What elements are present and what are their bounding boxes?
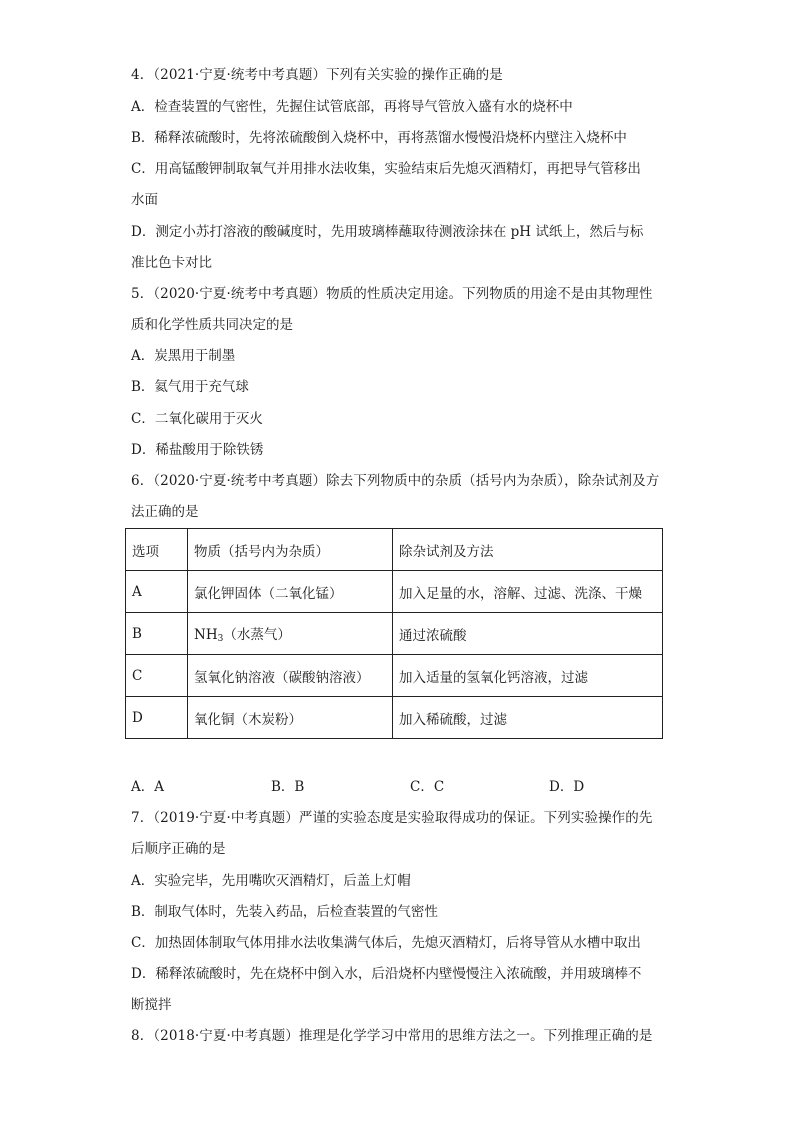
table-cell: C bbox=[126, 655, 188, 697]
table-cell bbox=[188, 613, 393, 655]
q4-option-a: A．检查装置的气密性，先握住试管底部，再将导气管放入盛有水的烧杯中 bbox=[131, 99, 573, 115]
q7-stem-line2: 后顺序正确的是 bbox=[131, 841, 226, 857]
q8-stem: 8．（2018·宁夏·中考真题）推理是化学学习中常用的思维方法之一。下列推理正确的是 bbox=[131, 1028, 653, 1044]
formula-subscript: 3 bbox=[217, 634, 224, 644]
q6-answer-a: A．A bbox=[131, 779, 164, 795]
q5-stem-line2: 质和化学性质共同决定的是 bbox=[131, 317, 293, 333]
formula-base: NH bbox=[194, 627, 218, 643]
q7-option-d-line1: D．稀释浓硫酸时，先在烧杯中倒入水，后沿烧杯内壁慢慢注入浓硫酸，并用玻璃棒不 bbox=[131, 966, 642, 982]
q4-option-c-line2: 水面 bbox=[131, 192, 158, 208]
q6-answer-c: C．C bbox=[410, 779, 445, 795]
q4-option-b: B．稀释浓硫酸时，先将浓硫酸倒入烧杯中，再将蒸馏水慢慢沿烧杯内壁注入烧杯中 bbox=[131, 130, 627, 146]
table-cell: 加入稀硫酸，过滤 bbox=[393, 697, 663, 739]
table-row bbox=[126, 697, 663, 739]
q5-stem-line1: 5．（2020·宁夏·统考中考真题）物质的性质决定用途。下列物质的用途不是由其物理性 bbox=[131, 286, 653, 302]
q6-options-table bbox=[125, 528, 663, 739]
table-header-cell: 物质（括号内为杂质） bbox=[188, 529, 393, 571]
q4-option-d-line1: D．测定小苏打溶液的酸碱度时，先用玻璃棒蘸取待测液涂抹在 pH 试纸上，然后与标 bbox=[131, 224, 644, 240]
table-cell: 氢氧化钠溶液（碳酸钠溶液） bbox=[188, 655, 393, 697]
q6-stem-line2: 法正确的是 bbox=[131, 504, 199, 520]
table-row bbox=[126, 655, 663, 697]
table-row bbox=[126, 613, 663, 655]
table-cell: 加入足量的水，溶解、过滤、洗涤、干燥 bbox=[393, 571, 663, 613]
table-header-cell: 除杂试剂及方法 bbox=[393, 529, 663, 571]
q7-option-a: A．实验完毕，先用嘴吹灭酒精灯，后盖上灯帽 bbox=[131, 873, 411, 889]
table-cell: B bbox=[126, 613, 188, 655]
q6-answer-b: B．B bbox=[271, 779, 305, 795]
table-cell: 氧化铜（木炭粉） bbox=[188, 697, 393, 739]
table-cell: 通过浓硫酸 bbox=[393, 613, 663, 655]
formula-impurity: （水蒸气） bbox=[223, 627, 291, 643]
table-cell: A bbox=[126, 571, 188, 613]
q6-answer-d: D．D bbox=[549, 779, 585, 795]
table-row bbox=[126, 571, 663, 613]
q7-option-d-line2: 断搅拌 bbox=[131, 997, 172, 1013]
q5-option-c: C．二氧化碳用于灭火 bbox=[131, 411, 263, 427]
q5-option-d: D．稀盐酸用于除铁锈 bbox=[131, 442, 264, 458]
table-cell: D bbox=[126, 697, 188, 739]
q7-stem-line1: 7．（2019·宁夏·中考真题）严谨的实验态度是实验取得成功的保证。下列实验操作的先 bbox=[131, 810, 653, 826]
table-cell: 加入适量的氢氧化钙溶液，过滤 bbox=[393, 655, 663, 697]
q7-option-b: B．制取气体时，先装入药品，后检查装置的气密性 bbox=[131, 904, 438, 920]
table-cell: 氯化钾固体（二氧化锰） bbox=[188, 571, 393, 613]
q4-option-c-line1: C．用高锰酸钾制取氧气并用排水法收集，实验结束后先熄灭酒精灯，再把导气管移出 bbox=[131, 161, 641, 177]
q7-option-c: C．加热固体制取气体用排水法收集满气体后，先熄灭酒精灯，后将导管从水槽中取出 bbox=[131, 935, 641, 951]
table-header-row bbox=[126, 529, 663, 571]
q6-stem-line1: 6．（2020·宁夏·统考中考真题）除去下列物质中的杂质（括号内为杂质），除杂试剂及方 bbox=[131, 473, 660, 489]
table-header-cell: 选项 bbox=[126, 529, 188, 571]
q4-stem: 4．（2021·宁夏·统考中考真题）下列有关实验的操作正确的是 bbox=[131, 67, 503, 83]
q4-option-d-line2: 准比色卡对比 bbox=[131, 255, 212, 271]
q5-option-a: A．炭黑用于制墨 bbox=[131, 348, 236, 364]
q5-option-b: B．氦气用于充气球 bbox=[131, 379, 249, 395]
